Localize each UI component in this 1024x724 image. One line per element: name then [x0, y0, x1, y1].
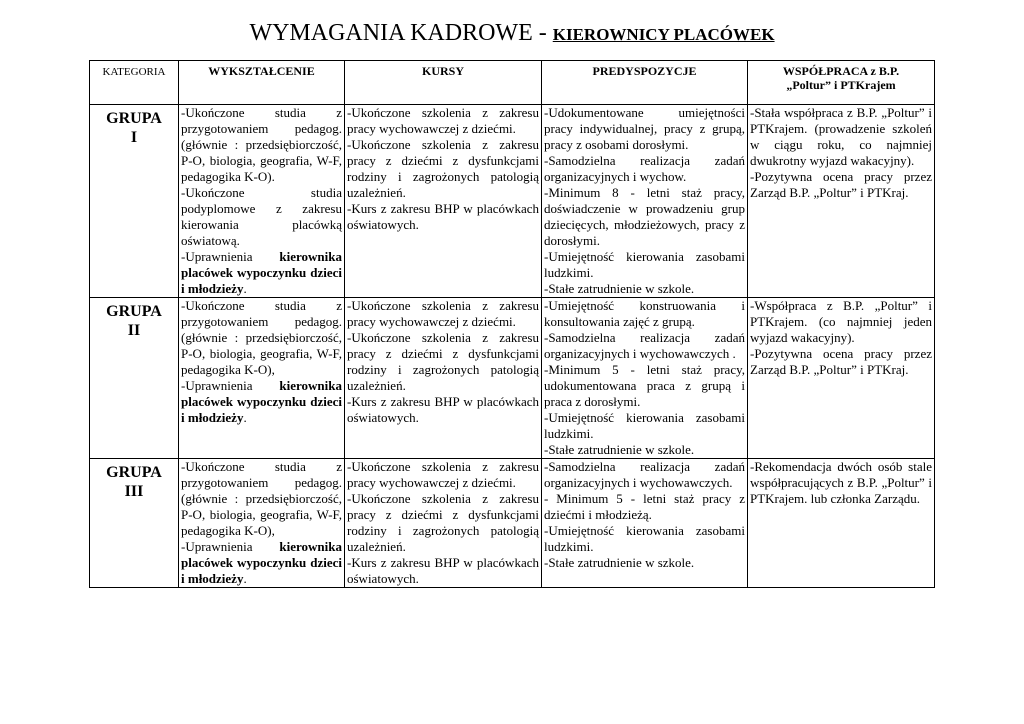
kursy-item: -Ukończone szkolenia z zakresu pracy wychowawczej z dziećmi. [347, 105, 539, 136]
title-main: WYMAGANIA KADROWE - [249, 20, 553, 46]
requirements-table [89, 60, 935, 588]
page-title [0, 18, 1024, 50]
edu-item: -Uprawnienia kierownika placówek wypoczynku dzieci i młodzieży. [181, 539, 342, 586]
group-label-line2: II [127, 322, 141, 339]
cell-wspolpraca [748, 298, 935, 459]
cell-kursy [345, 459, 542, 588]
cell-wyksztalcenie [179, 459, 345, 588]
group-label-line1: GRUPA [106, 303, 162, 320]
header-wyksztalcenie: WYKSZTAŁCENIE [179, 61, 345, 105]
header-wspolpraca [748, 61, 935, 105]
edu-item: -Ukończone studia z przygotowaniem pedagog. (głównie : przedsiębiorczość, P-O, biologia, geografia, W-F, pedagogika K-O), [181, 298, 342, 377]
cell-wspolpraca [748, 105, 935, 298]
pred-item: -Stałe zatrudnienie w szkole. [544, 281, 695, 296]
header-wspolpraca-line1: WSPÓŁPRACA z B.P. [782, 64, 900, 78]
header-wspolpraca-line2: „Poltur” i PTKrajem [786, 78, 896, 92]
pred-item: -Umiejętność kierowania zasobami ludzkimi. [544, 249, 745, 280]
group-label [90, 459, 179, 588]
pred-item: -Minimum 5 - letni staż pracy, udokumentowana praca z grupą i praca z dorosłymi. [544, 362, 745, 409]
edu-item: -Ukończone studia podyplomowe z zakresu kierowania placówką oświatową. [181, 185, 342, 248]
edu-bold-text: kierownika placówek wypoczynku dzieci i młodzieży [181, 539, 342, 586]
pred-item: -Minimum 8 - letni staż pracy, doświadczenie w prowadzeniu grup dziecięcych, młodzieżowych, pracy z dorosłymi. [544, 185, 745, 248]
pred-item: -Samodzielna realizacja zadań organizacyjnych i wychowawczych . [544, 330, 745, 361]
header-row [90, 61, 935, 105]
cell-predyspozycje [542, 298, 748, 459]
cell-predyspozycje [542, 105, 748, 298]
table-row [90, 105, 935, 298]
pred-item: -Stałe zatrudnienie w szkole. [544, 442, 695, 457]
pred-item: -Umiejętność kierowania zasobami ludzkimi. [544, 523, 745, 554]
cell-predyspozycje [542, 459, 748, 588]
edu-item: -Uprawnienia kierownika placówek wypoczynku dzieci i młodzieży. [181, 378, 342, 425]
edu-item: -Uprawnienia kierownika placówek wypoczynku dzieci i młodzieży. [181, 249, 342, 296]
cell-kursy [345, 298, 542, 459]
edu-item: -Ukończone studia z przygotowaniem pedagog. (głównie : przedsiębiorczość, P-O, biologia, geografia, W-F, pedagogika K-O). [181, 105, 342, 184]
group-label [90, 298, 179, 459]
pred-item: -Umiejętność konstruowania i konsultowania zajęć z grupą. [544, 298, 745, 329]
wsp-item: -Pozytywna ocena pracy przez Zarząd B.P. „Poltur” i PTKraj. [750, 169, 932, 200]
group-label-line1: GRUPA [106, 110, 162, 127]
pred-item: - Minimum 5 - letni staż pracy z dziećmi i młodzieżą. [544, 491, 745, 522]
pred-item: -Udokumentowane umiejętności pracy indywidualnej, pracy z grupą, pracy z osobami dorosłymi. [544, 105, 745, 152]
edu-bold-text: kierownika placówek wypoczynku dzieci i młodzieży [181, 378, 342, 425]
group-label-line2: III [124, 483, 144, 500]
cell-wyksztalcenie [179, 105, 345, 298]
group-label-line1: GRUPA [106, 464, 162, 481]
cell-kursy [345, 105, 542, 298]
header-kursy: KURSY [345, 61, 542, 105]
pred-item: -Umiejętność kierowania zasobami ludzkimi. [544, 410, 745, 441]
edu-item: -Ukończone studia z przygotowaniem pedagog. (głównie : przedsiębiorczość, P-O, biologia, geografia, W-F, pedagogika K-O), [181, 459, 342, 538]
title-subtitle: KIEROWNICY PLACÓWEK [552, 25, 775, 44]
group-label [90, 105, 179, 298]
kursy-item: -Ukończone szkolenia z zakresu pracy z dziećmi z dysfunkcjami rodziny i zagrożonych patologią uzależnień. [347, 330, 539, 393]
kursy-item: -Kurs z zakresu BHP w placówkach oświatowych. [347, 201, 539, 232]
wsp-item: -Współpraca z B.P. „Poltur” i PTKrajem. (co najmniej jeden wyjazd wakacyjny). [750, 298, 932, 345]
kursy-item: -Ukończone szkolenia z zakresu pracy z dziećmi z dysfunkcjami rodziny i zagrożonych patologią uzależnień. [347, 491, 539, 554]
kursy-item: -Ukończone szkolenia z zakresu pracy z dziećmi z dysfunkcjami rodziny i zagrożonych patologią uzależnień. [347, 137, 539, 200]
kursy-item: -Kurs z zakresu BHP w placówkach oświatowych. [347, 394, 539, 425]
wsp-item: -Stała współpraca z B.P. „Poltur” i PTKrajem. (prowadzenie szkoleń w ciągu roku, co najmniej dwukrotny wyjazd wakacyjny). [750, 105, 932, 168]
table-row [90, 298, 935, 459]
pred-item: -Samodzielna realizacja zadań organizacyjnych i wychow. [544, 153, 745, 184]
wsp-item: -Rekomendacja dwóch osób stale współpracujących z B.P. „Poltur” i PTKrajem. lub członka Zarządu. [750, 459, 932, 506]
cell-wyksztalcenie [179, 298, 345, 459]
table-row [90, 459, 935, 588]
wsp-item: -Pozytywna ocena pracy przez Zarząd B.P. „Poltur” i PTKraj. [750, 346, 932, 377]
cell-wspolpraca [748, 459, 935, 588]
kursy-item: -Kurs z zakresu BHP w placówkach oświatowych. [347, 555, 539, 586]
edu-bold-text: kierownika placówek wypoczynku dzieci i młodzieży [181, 249, 342, 296]
group-label-line2: I [130, 129, 138, 146]
header-kategoria: KATEGORIA [90, 61, 179, 105]
pred-item: -Stałe zatrudnienie w szkole. [544, 555, 695, 570]
pred-item: -Samodzielna realizacja zadań organizacyjnych i wychowawczych. [544, 459, 745, 490]
header-predyspozycje: PREDYSPOZYCJE [542, 61, 748, 105]
kursy-item: -Ukończone szkolenia z zakresu pracy wychowawczej z dziećmi. [347, 459, 539, 490]
kursy-item: -Ukończone szkolenia z zakresu pracy wychowawczej z dziećmi. [347, 298, 539, 329]
